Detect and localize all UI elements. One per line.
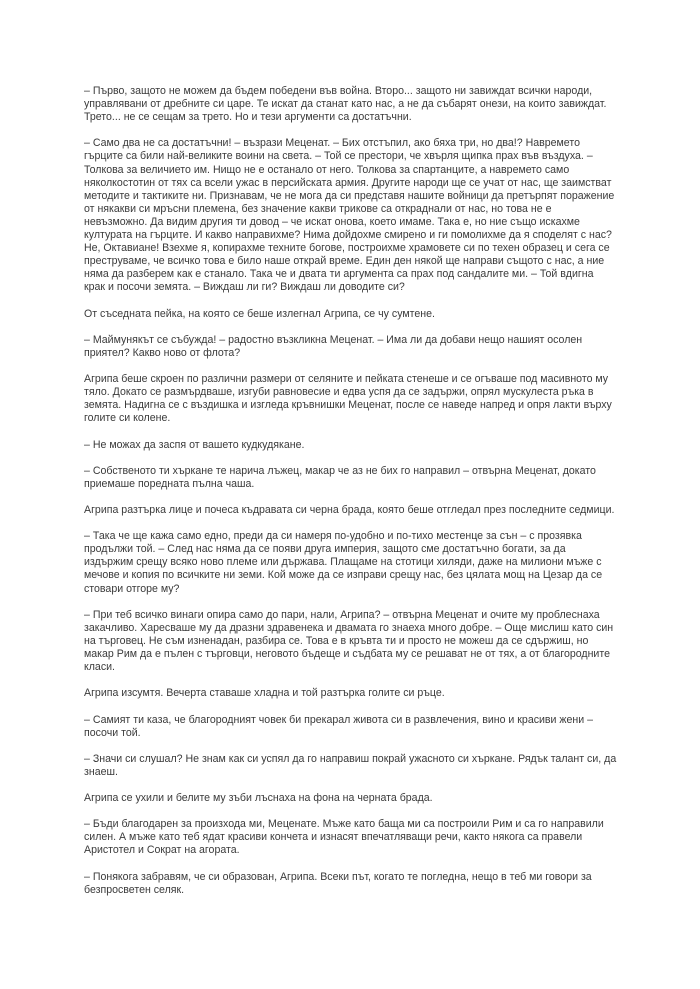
paragraph: Агрипа беше скроен по различни размери от селяните и пейката стенеше и се огъваше под масивното му тяло. Докато се размърдваше, изгуби равновесие и едва успя да се задържи, опрял мускулеста ръка в земята. Надигна се с въздишка и изгледа кръвнишки Меценат, после се наведе напред и опря лакти върху голите си колене. [84, 373, 612, 425]
paragraph: – Не можах да заспя от вашето кудкудякане. [84, 438, 305, 451]
paragraph: От съседната пейка, на която се беше излегнал Агрипа, се чу сумтене. [84, 307, 435, 320]
paragraph: – Само два не са достатъчни! – възрази Меценат. – Бих отстъпил, ако бяха три, но два!? Навремето гърците са били най-великите воини на света. – Той се престори, че хвърля щипка прах във въздуха. – Толкова за величието им. Нищо не е останало от него. Толкова за спартанците, а навремето само няколкостотин от тях са всели ужас в персийската армия. Другите народи ще се учат от нас, ще заимстват методите и тактиките ни. Признавам, че не мога да си представя нашите войници да претърпят поражение от някакви си мръсни племена, без значение какви трикове са откраднали от нас, но това не е невъзможно. Да видим другия ти довод – че искат онова, което имаме. Така е, но ние също искахме културата на гърците. И какво направихме? Нима дойдохме смирено и ги помолихме да я споделят с нас? Не, Октавиане! Взехме я, копирахме техните богове, построихме храмовете си по техен образец и сега се преструваме, че всичко това е било наше открай време. Един ден някой ще направи същото с нас, а ние няма да разберем как е станало. Така че и двата ти аргумента са прах под сандалите ми. – Той вдигна крак и посочи земята. – Виждаш ли ги? Виждаш ли доводите си? [84, 137, 615, 294]
paragraph: Агрипа разтърка лице и почеса къдравата си черна брада, която беше отгледал през последните седмици. [84, 504, 615, 516]
paragraph: – Така че ще кажа само едно, преди да си намеря по-удобно и по-тихо местенце за сън – с прозявка продължи той. – След нас няма да се появи друга империя, защото сме достатъчно богати, за да издържим срещу всяко ново племе или държава. Плащаме на стотици хиляди, даже на милиони мъже с мечове и копия по всичките ни земи. Кой може да се изправи срещу нас, без цялата мощ на Цезар да се стовари отгоре му? [84, 530, 603, 595]
paragraph: – Бъди благодарен за произхода ми, Меценате. Мъже като баща ми са построили Рим и са го направили силен. А мъже като теб ядат красиви кончета и изнасят впечатляващи речи, както някога са правели Аристотел и Сократ на агората. [84, 818, 604, 857]
paragraph: – Маймунякът се събужда! – радостно възкликна Меценат. – Има ли да добави нещо нашият осолен приятел? Какво ново от флота? [84, 333, 583, 359]
document-page [84, 85, 624, 910]
paragraph: – Понякога забравям, че си образован, Агрипа. Всеки път, когато те погледна, нещо в теб ми говори за безпросветен селяк. [84, 870, 592, 896]
paragraph: – Собственото ти хъркане те нарича лъжец, макар че аз не бих го направил – отвърна Меценат, докато приемаше поредната пълна чаша. [84, 464, 596, 490]
paragraph: – Значи си слушал? Не знам как си успял да го направиш покрай ужасното си хъркане. Рядък талант си, да знаеш. [84, 752, 617, 778]
paragraph: – При теб всичко винаги опира само до пари, нали, Агрипа? – отвърна Меценат и очите му проблеснаха закачливо. Харесваше му да дразни здравенека и двамата го знаеха много добре. – Още мислиш като син на търговец. Не съм изненадан, разбира се. Това е в кръвта ти и просто не можеш да се сдържиш, но макар Рим да е пълен с търговци, неговото бъдеще и съдбата му се решават не от тях, а от благородните класи. [84, 608, 614, 674]
paragraph: – Първо, защото не можем да бъдем победени във война. Второ... защото ни завиждат всички народи, управлявани от дребните си царе. Те искат да станат като нас, а не да събарят онези, на които завиждат. Трето... не се сещам за трето. Но и тези аргументи са достатъчни. [84, 85, 607, 124]
paragraph: Агрипа се ухили и белите му зъби лъснаха на фона на черната брада. [84, 792, 433, 805]
paragraph: – Самият ти каза, че благородният човек би прекарал живота си в развлечения, вино и красиви жени – посочи той. [84, 713, 593, 739]
paragraph: Агрипа изсумтя. Вечерта ставаше хладна и той разтърка голите си ръце. [84, 687, 445, 700]
